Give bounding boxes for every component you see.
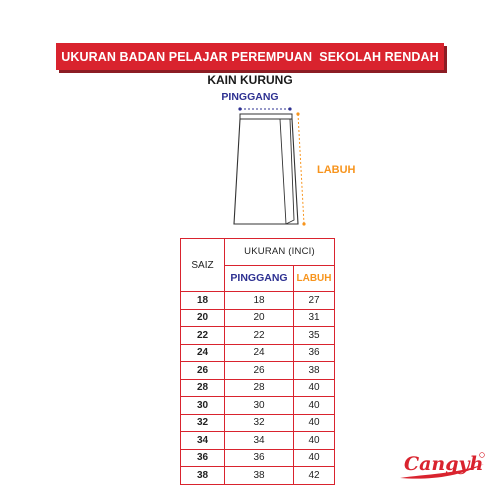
cell-length: 31	[294, 309, 335, 327]
cell-length: 40	[294, 449, 335, 467]
table-row	[181, 432, 335, 450]
brand-logo	[396, 448, 488, 482]
cell-size: 22	[181, 327, 225, 345]
cell-length: 40	[294, 379, 335, 397]
cell-waist: 30	[225, 397, 294, 415]
cell-waist: 26	[225, 362, 294, 380]
cell-waist: 38	[225, 467, 294, 485]
waist-label: PINGGANG	[221, 91, 279, 103]
cell-waist: 20	[225, 309, 294, 327]
cell-size: 36	[181, 449, 225, 467]
cell-length: 40	[294, 414, 335, 432]
table-row	[181, 414, 335, 432]
cell-length: 36	[294, 344, 335, 362]
cell-waist: 34	[225, 432, 294, 450]
cell-waist: 24	[225, 344, 294, 362]
table-row	[181, 449, 335, 467]
skirt-body	[234, 119, 298, 224]
cell-length: 42	[294, 467, 335, 485]
garment-name: KAIN KURUNG	[207, 73, 293, 87]
cell-length: 35	[294, 327, 335, 345]
table-row	[181, 292, 335, 310]
logo-text: Cangyh	[404, 453, 484, 475]
cell-length: 27	[294, 292, 335, 310]
waist-arrow-end-right	[288, 107, 291, 110]
table-row	[181, 344, 335, 362]
cell-waist: 28	[225, 379, 294, 397]
length-label: LABUH	[317, 164, 356, 176]
cell-size: 20	[181, 309, 225, 327]
cell-size: 38	[181, 467, 225, 485]
skirt-illustration	[228, 100, 308, 232]
table-row	[181, 397, 335, 415]
col-header-size: SAIZ	[181, 239, 225, 292]
cell-size: 18	[181, 292, 225, 310]
cell-size: 30	[181, 397, 225, 415]
col-header-group: UKURAN (INCI)	[225, 239, 335, 266]
cell-size: 34	[181, 432, 225, 450]
skirt-waistband	[240, 114, 292, 119]
cell-waist: 32	[225, 414, 294, 432]
length-arrow	[298, 114, 304, 224]
cell-waist: 18	[225, 292, 294, 310]
cell-length: 38	[294, 362, 335, 380]
cell-length: 40	[294, 432, 335, 450]
length-arrow-end-top	[296, 112, 299, 115]
table-row	[181, 379, 335, 397]
cell-size: 24	[181, 344, 225, 362]
col-header-waist: PINGGANG	[225, 265, 294, 292]
col-header-length: LABUH	[294, 265, 335, 292]
cell-waist: 36	[225, 449, 294, 467]
title-banner	[56, 43, 444, 70]
waist-arrow-end-left	[238, 107, 241, 110]
table-row	[181, 362, 335, 380]
table-row	[181, 309, 335, 327]
size-table	[180, 238, 335, 485]
table-row	[181, 327, 335, 345]
cell-waist: 22	[225, 327, 294, 345]
cell-length: 40	[294, 397, 335, 415]
table-row	[181, 467, 335, 485]
cell-size: 32	[181, 414, 225, 432]
cell-size: 28	[181, 379, 225, 397]
cell-size: 26	[181, 362, 225, 380]
banner-title: UKURAN BADAN PELAJAR PEREMPUAN SEKOLAH RENDAH	[61, 49, 439, 64]
length-arrow-end-bottom	[302, 222, 305, 225]
